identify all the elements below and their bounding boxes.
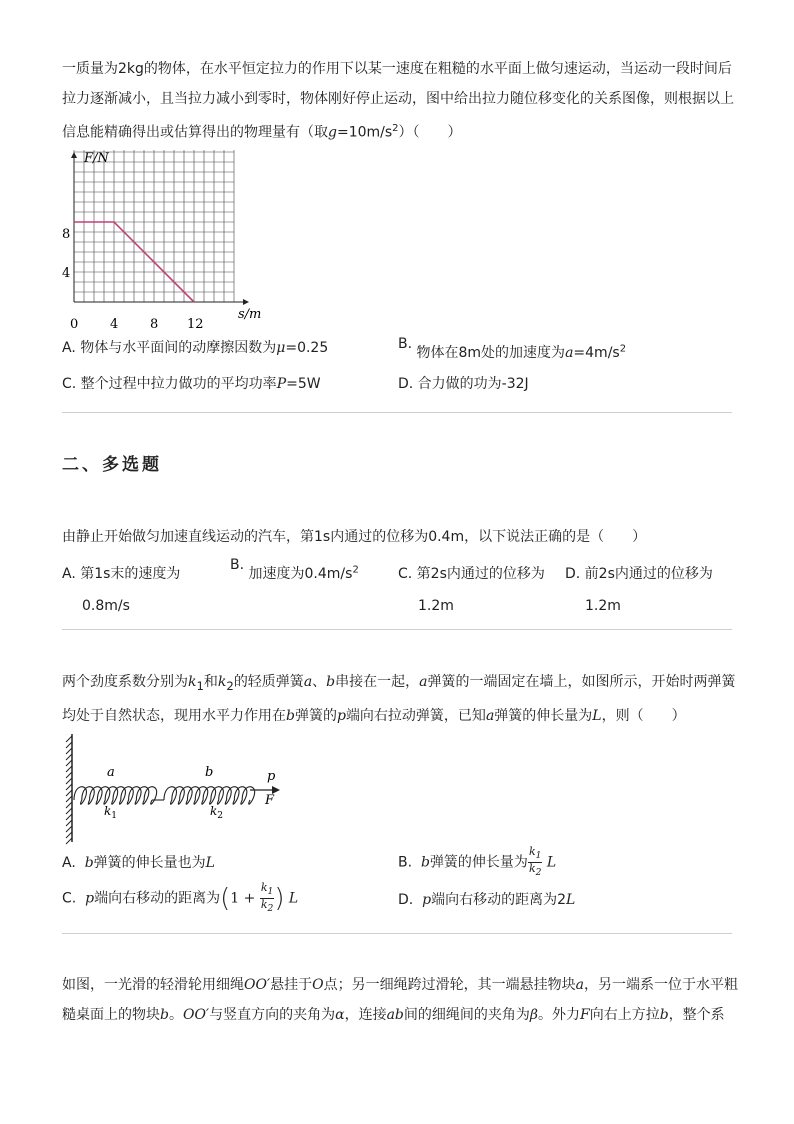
hatch-line	[66, 790, 72, 796]
q3-option-b[interactable]: B. b弹簧的伸长量为 $\frac{k_1}{k_2}$ L	[398, 845, 557, 879]
hatch-line	[66, 814, 72, 820]
hatch-line	[66, 796, 72, 802]
label-b: b	[205, 765, 214, 780]
hatch-line	[66, 820, 72, 826]
hatch-line	[66, 748, 72, 754]
y-axis-arrow-icon	[71, 152, 77, 158]
hatch-line	[66, 784, 72, 790]
hatch-line	[66, 808, 72, 814]
svg-text:k1: $k_1$	[104, 804, 118, 821]
q1-option-d[interactable]: D. 合力做的功为-32J	[398, 376, 529, 392]
hatch-line	[66, 754, 72, 760]
q1-option-c[interactable]: C. 整个过程中拉力做功的平均功率P=5W	[62, 376, 321, 392]
x-tick-label: 4	[110, 317, 119, 332]
hatch-line	[66, 778, 72, 784]
q2-option-a[interactable]: A. 第1s末的速度为 0.8m/s	[62, 566, 181, 614]
divider	[62, 629, 732, 630]
x-axis-label: s/m	[238, 307, 262, 322]
label-F: F	[265, 793, 275, 808]
q2-option-d[interactable]: D. 前2s内通过的位移为 1.2m	[565, 566, 713, 614]
q2-stem: 由静止开始做匀加速直线运动的汽车，第1s内通过的位移为0.4m，以下说法正确的是（ ）	[62, 529, 647, 545]
hatch-line	[66, 772, 72, 778]
force-displacement-chart	[58, 150, 278, 335]
q3-stem: 两个劲度系数分别为$k_1$和$k_2$的轻质弹簧a、b串接在一起，a弹簧的一端固定在墙上，如图所示，开始时两弹簧 均处于自然状态，现用水平力作用在b弹簧的p端向右拉动弹簧，已知a弹簧的伸长量为L，则（ ）	[62, 674, 736, 724]
x-axis-arrow-icon	[243, 299, 249, 305]
x-tick-label: 0	[70, 317, 79, 332]
spring-b	[164, 787, 255, 804]
hatch-line	[66, 832, 72, 838]
y-axis-label: F/N	[84, 151, 109, 166]
spring-diagram	[60, 728, 300, 846]
q3-option-d[interactable]: D. p端向右移动的距离为2L	[398, 892, 576, 908]
x-tick-label: 12	[187, 317, 204, 332]
label-p: p	[267, 769, 276, 784]
divider	[62, 412, 732, 413]
y-tick-label: 4	[62, 266, 71, 281]
hatch-line	[66, 760, 72, 766]
x-tick-label: 8	[150, 317, 159, 332]
q1-option-a[interactable]: A. 物体与水平面间的动摩擦因数为μ=0.25	[62, 340, 329, 356]
svg-text:k2: $k_2$	[210, 804, 224, 821]
y-tick-label: 8	[62, 227, 71, 242]
section-title: 二、多选题	[62, 455, 162, 475]
q2-option-c[interactable]: C. 第2s内通过的位移为 1.2m	[398, 566, 545, 614]
hatch-line	[66, 802, 72, 808]
chart-grid	[74, 150, 234, 302]
hatch-line	[66, 736, 72, 742]
q2-option-b[interactable]: B. 加速度为$0.4m/s^2$	[230, 557, 359, 582]
label-a: a	[107, 765, 115, 780]
spring-a	[74, 787, 157, 804]
q3-option-c[interactable]: C. p端向右移动的距离为(1 + $\frac{k_1}{k_2}$ ) L	[62, 881, 299, 915]
hatch-line	[66, 838, 72, 844]
q4-stem: 如图，一光滑的轻滑轮用细绳OO′悬挂于O点；另一细绳跨过滑轮，其一端悬挂物块a，另一端系一位于水平粗 糙桌面上的物块b。OO′与竖直方向的夹角为α，连接ab间的细绳间的夹角为β。外力F向右上方拉b，整个系	[62, 977, 738, 1023]
hatch-line	[66, 766, 72, 772]
hatch-line	[66, 826, 72, 832]
wall-hatching	[66, 736, 72, 844]
q3-option-a[interactable]: A. b弹簧的伸长量也为L	[62, 855, 215, 871]
divider	[62, 933, 732, 934]
hatch-line	[66, 742, 72, 748]
q1-option-b[interactable]: B. 物体在8m处的加速度为$a=4m/s^2$	[398, 336, 627, 361]
q1-stem: 一质量为2kg的物体，在水平恒定拉力的作用下以某一速度在粗糙的水平面上做匀速运动，当运动一段时间后拉力逐渐减小，且当拉力减小到零时，物体刚好停止运动，图中给出拉力随位移变化的关系图像，则根据以上信息能精确得出或估算得出的物理量有（取$g=10m/s^2$）（ ）	[62, 61, 734, 141]
